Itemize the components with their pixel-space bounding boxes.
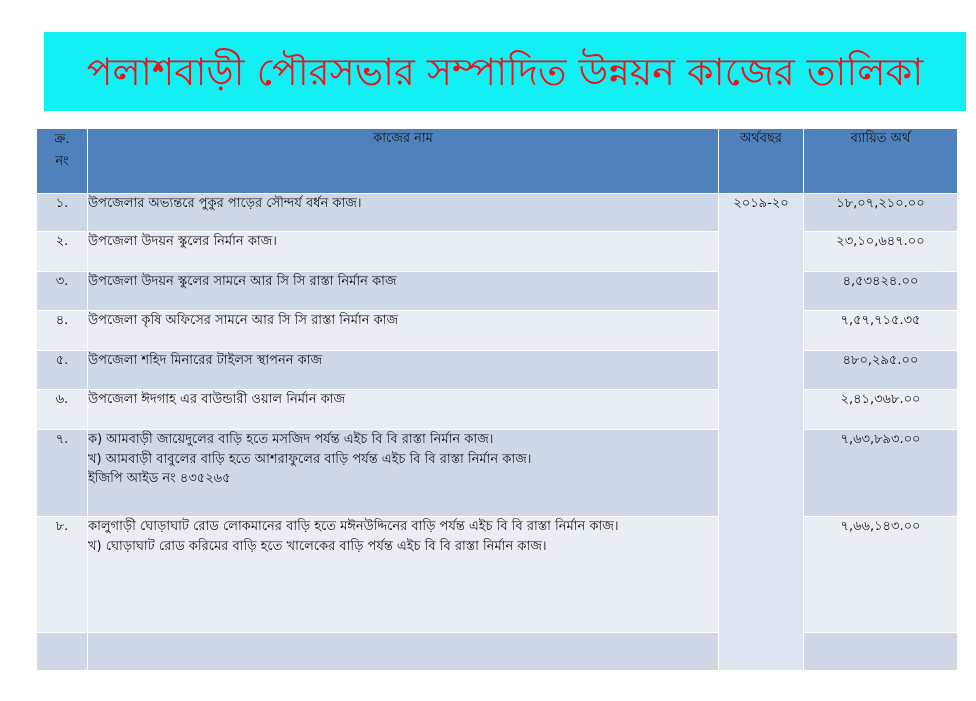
table-row	[37, 390, 958, 430]
table-row	[37, 517, 958, 633]
serial-cell: ৫.	[37, 351, 88, 390]
serial-cell: ৩.	[37, 272, 88, 311]
serial-cell: ৭.	[37, 430, 88, 517]
work-name-line: উপজেলা উদয়ন স্কুলের সামনে আর সি সি রাস্তা নির্মান কাজ	[88, 274, 397, 289]
cost-cell: ৭,৬৩,৮৯৩.০০	[804, 430, 958, 517]
cost-cell	[804, 633, 958, 671]
work-name-cell	[88, 272, 719, 311]
title-banner	[44, 32, 966, 111]
table-row	[37, 232, 958, 272]
serial-cell: ২.	[37, 232, 88, 272]
cost-cell: ২,৪১,৩৬৮.০০	[804, 390, 958, 430]
fiscal-year-cell	[719, 194, 804, 671]
work-name-cell	[88, 311, 719, 351]
work-name-line: ক) আমবাড়ী জায়েদুলের বাড়ি হতে মসজিদ পর্যন্ত এইচ বি বি রাস্তা নির্মান কাজ।	[88, 432, 494, 447]
serial-cell	[37, 633, 88, 671]
serial-cell: ৪.	[37, 311, 88, 351]
work-name-line: উপজেলা শহিদ মিনারের টাইলস স্থাপনন কাজ	[88, 353, 323, 368]
work-name-line: উপজেলা কৃষি অফিসের সামনে আর সি সি রাস্তা নির্মান কাজ	[88, 313, 399, 328]
cost-cell: ৭,৬৬,১৪৩.০০	[804, 517, 958, 633]
header-serial: ক্র. নং	[37, 129, 88, 194]
work-name-line: উপজেলার অভ্যন্তরে পুকুর পাড়ের সৌন্দর্য বর্ধন কাজ।	[88, 196, 362, 211]
work-name-line: উপজেলা উদয়ন স্কুলের নির্মান কাজ।	[88, 234, 277, 249]
cost-cell: ৪,৫৩৪২৪.০০	[804, 272, 958, 311]
header-fiscal-year: অর্থবছর	[719, 129, 804, 194]
table-row	[37, 351, 958, 390]
table-row	[37, 272, 958, 311]
serial-cell: ১.	[37, 194, 88, 232]
table-row	[37, 194, 958, 232]
fiscal-year-value: ২০১৯-২০	[733, 196, 789, 211]
table-row	[37, 430, 958, 517]
work-name-cell	[88, 633, 719, 671]
work-name-cell	[88, 517, 719, 633]
header-cost: ব্যায়িত অর্থ	[804, 129, 958, 194]
cost-cell: ২৩,১০,৬৪৭.০০	[804, 232, 958, 272]
cost-cell: ১৮,০৭,২১০.০০	[804, 194, 958, 232]
cost-cell: ৭,৫৭,৭১৫.৩৫	[804, 311, 958, 351]
serial-cell: ৮.	[37, 517, 88, 633]
work-name-line: উপজেলা ঈদগাহ এর বাউন্ডারী ওয়াল নির্মান কাজ	[88, 392, 346, 407]
work-name-cell	[88, 194, 719, 232]
table-header-row	[37, 129, 958, 194]
work-name-line: কালুগাড়ী ঘোড়াঘাট রোড লোকমানের বাড়ি হতে মঈনউদ্দিনের বাড়ি পর্যন্ত এইচ বি বি রাস্তা নির্মান কাজ।	[88, 519, 619, 534]
works-table	[36, 128, 958, 671]
table-row	[37, 311, 958, 351]
work-name-cell	[88, 430, 719, 517]
page-title: পলাশবাড়ী পৌরসভার সম্পাদিত উন্নয়ন কাজের তালিকা	[86, 49, 924, 94]
work-name-cell	[88, 351, 719, 390]
work-name-cell	[88, 390, 719, 430]
table-row	[37, 633, 958, 671]
serial-cell: ৬.	[37, 390, 88, 430]
work-name-line: খ) আমবাড়ী বাবুলের বাড়ি হতে আশরাফুলের বাড়ি পর্যন্ত এইচ বি বি রাস্তা নির্মান কাজ।	[88, 451, 532, 467]
cost-cell: ৪৮০,২৯৫.০০	[804, 351, 958, 390]
header-work-name: কাজের নাম	[88, 129, 719, 194]
work-name-line: খ) ঘোড়াঘাট রোড করিমের বাড়ি হতে খালেকের বাড়ি পর্যন্ত এইচ বি বি রাস্তা নির্মান কাজ।	[88, 538, 547, 554]
work-name-line: ইজিপি আইড নং ৪৩৫২৬৫	[88, 471, 231, 486]
work-name-cell	[88, 232, 719, 272]
